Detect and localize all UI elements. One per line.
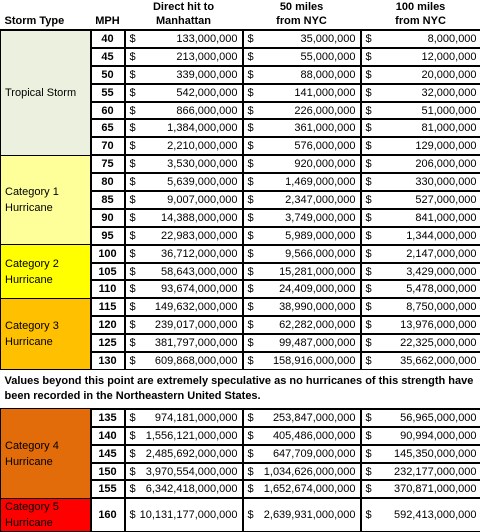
currency-symbol: $ (361, 173, 373, 191)
currency-symbol: $ (125, 245, 137, 263)
currency-symbol: $ (361, 427, 373, 445)
direct-hit-value: 2,210,000,000 (137, 137, 243, 155)
currency-symbol: $ (125, 409, 137, 427)
direct-hit-value: 14,388,000,000 (137, 209, 243, 227)
mph-cell: 65 (91, 119, 125, 137)
fifty-miles-value: 24,409,000,000 (255, 280, 361, 298)
currency-symbol: $ (243, 498, 255, 531)
currency-symbol: $ (243, 334, 255, 352)
table-row (1, 155, 480, 173)
direct-hit-value: 3,530,000,000 (137, 155, 243, 173)
fifty-miles-value: 35,000,000 (255, 30, 361, 48)
currency-symbol: $ (125, 316, 137, 334)
direct-hit-value: 2,485,692,000,000 (137, 445, 243, 463)
note-row (1, 369, 480, 409)
mph-cell: 50 (91, 66, 125, 84)
direct-hit-value: 866,000,000 (137, 102, 243, 120)
mph-cell: 45 (91, 48, 125, 66)
mph-cell: 90 (91, 209, 125, 227)
storm-type-cell: Category 1 Hurricane (1, 155, 91, 244)
hundred-miles-value: 22,325,000,000 (373, 334, 480, 352)
currency-symbol: $ (243, 298, 255, 316)
currency-symbol: $ (361, 298, 373, 316)
fifty-miles-value: 405,486,000,000 (255, 427, 361, 445)
hundred-miles-value: 2,147,000,000 (373, 245, 480, 263)
mph-cell: 70 (91, 137, 125, 155)
fifty-miles-value: 361,000,000 (255, 119, 361, 137)
currency-symbol: $ (125, 191, 137, 209)
mph-cell: 100 (91, 245, 125, 263)
direct-hit-value: 3,970,554,000,000 (137, 463, 243, 481)
mph-cell: 120 (91, 316, 125, 334)
direct-hit-value: 381,797,000,000 (137, 334, 243, 352)
mph-cell: 135 (91, 409, 125, 427)
direct-hit-value: 133,000,000 (137, 30, 243, 48)
currency-symbol: $ (243, 445, 255, 463)
mph-cell: 40 (91, 30, 125, 48)
table-body-before-note (1, 30, 480, 369)
fifty-miles-value: 226,000,000 (255, 102, 361, 120)
currency-symbol: $ (125, 352, 137, 369)
direct-hit-value: 542,000,000 (137, 84, 243, 102)
table-row (1, 498, 480, 531)
hundred-miles-value: 5,478,000,000 (373, 280, 480, 298)
table-row (1, 298, 480, 316)
direct-hit-value: 974,181,000,000 (137, 409, 243, 427)
hundred-miles-value: 51,000,000 (373, 102, 480, 120)
currency-symbol: $ (361, 480, 373, 498)
hundred-miles-value: 56,965,000,000 (373, 409, 480, 427)
mph-cell: 95 (91, 227, 125, 245)
hundred-miles-value: 206,000,000 (373, 155, 480, 173)
direct-hit-value: 149,632,000,000 (137, 298, 243, 316)
direct-hit-value: 1,556,121,000,000 (137, 427, 243, 445)
storm-type-cell: Tropical Storm (1, 30, 91, 155)
storm-type-cell: Category 2 Hurricane (1, 245, 91, 299)
fifty-miles-value: 5,989,000,000 (255, 227, 361, 245)
currency-symbol: $ (125, 227, 137, 245)
currency-symbol: $ (125, 119, 137, 137)
table-row (1, 409, 480, 427)
currency-symbol: $ (125, 209, 137, 227)
currency-symbol: $ (361, 316, 373, 334)
currency-symbol: $ (243, 102, 255, 120)
currency-symbol: $ (243, 137, 255, 155)
mph-cell: 80 (91, 173, 125, 191)
currency-symbol: $ (125, 137, 137, 155)
currency-symbol: $ (243, 209, 255, 227)
fifty-miles-value: 62,282,000,000 (255, 316, 361, 334)
currency-symbol: $ (361, 102, 373, 120)
header-row (1, 0, 480, 30)
currency-symbol: $ (243, 173, 255, 191)
fifty-miles-value: 9,566,000,000 (255, 245, 361, 263)
hundred-miles-value: 232,177,000,000 (373, 463, 480, 481)
currency-symbol: $ (125, 280, 137, 298)
currency-symbol: $ (125, 427, 137, 445)
currency-symbol: $ (361, 409, 373, 427)
currency-symbol: $ (243, 66, 255, 84)
hundred-miles-value: 592,413,000,000 (373, 498, 480, 531)
currency-symbol: $ (243, 227, 255, 245)
currency-symbol: $ (125, 173, 137, 191)
currency-symbol: $ (361, 463, 373, 481)
direct-hit-value: 6,342,418,000,000 (137, 480, 243, 498)
direct-hit-value: 10,131,177,000,000 (137, 498, 243, 531)
currency-symbol: $ (243, 84, 255, 102)
currency-symbol: $ (243, 191, 255, 209)
currency-symbol: $ (125, 102, 137, 120)
direct-hit-value: 339,000,000 (137, 66, 243, 84)
hundred-miles-value: 3,429,000,000 (373, 263, 480, 281)
currency-symbol: $ (361, 119, 373, 137)
hundred-miles-value: 370,871,000,000 (373, 480, 480, 498)
currency-symbol: $ (361, 227, 373, 245)
header-100-miles: 100 miles from NYC (361, 0, 480, 30)
currency-symbol: $ (243, 48, 255, 66)
mph-cell: 130 (91, 352, 125, 369)
fifty-miles-value: 1,652,674,000,000 (255, 480, 361, 498)
hundred-miles-value: 330,000,000 (373, 173, 480, 191)
fifty-miles-value: 1,034,626,000,000 (255, 463, 361, 481)
mph-cell: 105 (91, 263, 125, 281)
mph-cell: 125 (91, 334, 125, 352)
mph-cell: 110 (91, 280, 125, 298)
currency-symbol: $ (361, 191, 373, 209)
hundred-miles-value: 81,000,000 (373, 119, 480, 137)
hundred-miles-value: 35,662,000,000 (373, 352, 480, 369)
storm-type-cell: Category 3 Hurricane (1, 298, 91, 369)
currency-symbol: $ (361, 155, 373, 173)
currency-symbol: $ (125, 263, 137, 281)
currency-symbol: $ (125, 334, 137, 352)
currency-symbol: $ (361, 48, 373, 66)
fifty-miles-value: 1,469,000,000 (255, 173, 361, 191)
currency-symbol: $ (125, 480, 137, 498)
hundred-miles-value: 8,000,000 (373, 30, 480, 48)
direct-hit-value: 609,868,000,000 (137, 352, 243, 369)
direct-hit-value: 213,000,000 (137, 48, 243, 66)
mph-cell: 85 (91, 191, 125, 209)
currency-symbol: $ (125, 48, 137, 66)
fifty-miles-value: 2,639,931,000,000 (255, 498, 361, 531)
currency-symbol: $ (243, 316, 255, 334)
currency-symbol: $ (125, 498, 137, 531)
currency-symbol: $ (361, 30, 373, 48)
currency-symbol: $ (243, 280, 255, 298)
direct-hit-value: 22,983,000,000 (137, 227, 243, 245)
fifty-miles-value: 253,847,000,000 (255, 409, 361, 427)
direct-hit-value: 9,007,000,000 (137, 191, 243, 209)
fifty-miles-value: 158,916,000,000 (255, 352, 361, 369)
mph-cell: 160 (91, 498, 125, 531)
header-50-miles: 50 miles from NYC (243, 0, 361, 30)
currency-symbol: $ (125, 298, 137, 316)
direct-hit-value: 36,712,000,000 (137, 245, 243, 263)
direct-hit-value: 5,639,000,000 (137, 173, 243, 191)
currency-symbol: $ (243, 427, 255, 445)
currency-symbol: $ (125, 66, 137, 84)
hundred-miles-value: 129,000,000 (373, 137, 480, 155)
mph-cell: 55 (91, 84, 125, 102)
mph-cell: 75 (91, 155, 125, 173)
hundred-miles-value: 527,000,000 (373, 191, 480, 209)
currency-symbol: $ (361, 263, 373, 281)
fifty-miles-value: 920,000,000 (255, 155, 361, 173)
note-section (1, 369, 480, 409)
mph-cell: 60 (91, 102, 125, 120)
fifty-miles-value: 88,000,000 (255, 66, 361, 84)
fifty-miles-value: 647,709,000,000 (255, 445, 361, 463)
storm-type-cell: Category 4 Hurricane (1, 409, 91, 498)
currency-symbol: $ (243, 352, 255, 369)
header-storm-type: Storm Type (1, 0, 91, 30)
fifty-miles-value: 576,000,000 (255, 137, 361, 155)
mph-cell: 155 (91, 480, 125, 498)
currency-symbol: $ (361, 352, 373, 369)
currency-symbol: $ (361, 334, 373, 352)
fifty-miles-value: 3,749,000,000 (255, 209, 361, 227)
currency-symbol: $ (243, 155, 255, 173)
fifty-miles-value: 141,000,000 (255, 84, 361, 102)
fifty-miles-value: 99,487,000,000 (255, 334, 361, 352)
direct-hit-value: 93,674,000,000 (137, 280, 243, 298)
currency-symbol: $ (361, 137, 373, 155)
hundred-miles-value: 8,750,000,000 (373, 298, 480, 316)
table-row (1, 30, 480, 48)
currency-symbol: $ (361, 209, 373, 227)
hundred-miles-value: 20,000,000 (373, 66, 480, 84)
direct-hit-value: 239,017,000,000 (137, 316, 243, 334)
hundred-miles-value: 1,344,000,000 (373, 227, 480, 245)
mph-cell: 140 (91, 427, 125, 445)
currency-symbol: $ (125, 445, 137, 463)
speculative-note: Values beyond this point are extremely speculative as no hurricanes of this strength have been recorded in the Northeastern United States. (1, 369, 480, 409)
fifty-miles-value: 2,347,000,000 (255, 191, 361, 209)
mph-cell: 150 (91, 463, 125, 481)
hundred-miles-value: 90,994,000,000 (373, 427, 480, 445)
currency-symbol: $ (243, 245, 255, 263)
header-mph: MPH (91, 0, 125, 30)
fifty-miles-value: 38,990,000,000 (255, 298, 361, 316)
hundred-miles-value: 12,000,000 (373, 48, 480, 66)
direct-hit-value: 58,643,000,000 (137, 263, 243, 281)
direct-hit-value: 1,384,000,000 (137, 119, 243, 137)
currency-symbol: $ (125, 30, 137, 48)
currency-symbol: $ (243, 263, 255, 281)
fifty-miles-value: 15,281,000,000 (255, 263, 361, 281)
hundred-miles-value: 841,000,000 (373, 209, 480, 227)
currency-symbol: $ (361, 245, 373, 263)
currency-symbol: $ (125, 463, 137, 481)
currency-symbol: $ (361, 280, 373, 298)
mph-cell: 115 (91, 298, 125, 316)
table-row (1, 245, 480, 263)
fifty-miles-value: 55,000,000 (255, 48, 361, 66)
currency-symbol: $ (361, 445, 373, 463)
currency-symbol: $ (243, 30, 255, 48)
currency-symbol: $ (243, 463, 255, 481)
currency-symbol: $ (361, 84, 373, 102)
storm-type-cell: Category 5 Hurricane (1, 498, 91, 531)
hundred-miles-value: 145,350,000,000 (373, 445, 480, 463)
currency-symbol: $ (125, 84, 137, 102)
currency-symbol: $ (361, 66, 373, 84)
currency-symbol: $ (125, 155, 137, 173)
currency-symbol: $ (243, 409, 255, 427)
mph-cell: 145 (91, 445, 125, 463)
currency-symbol: $ (361, 498, 373, 531)
currency-symbol: $ (243, 119, 255, 137)
hundred-miles-value: 13,976,000,000 (373, 316, 480, 334)
currency-symbol: $ (243, 480, 255, 498)
table-body-after-note (1, 409, 480, 531)
hundred-miles-value: 32,000,000 (373, 84, 480, 102)
header-direct-hit: Direct hit to Manhattan (125, 0, 243, 30)
